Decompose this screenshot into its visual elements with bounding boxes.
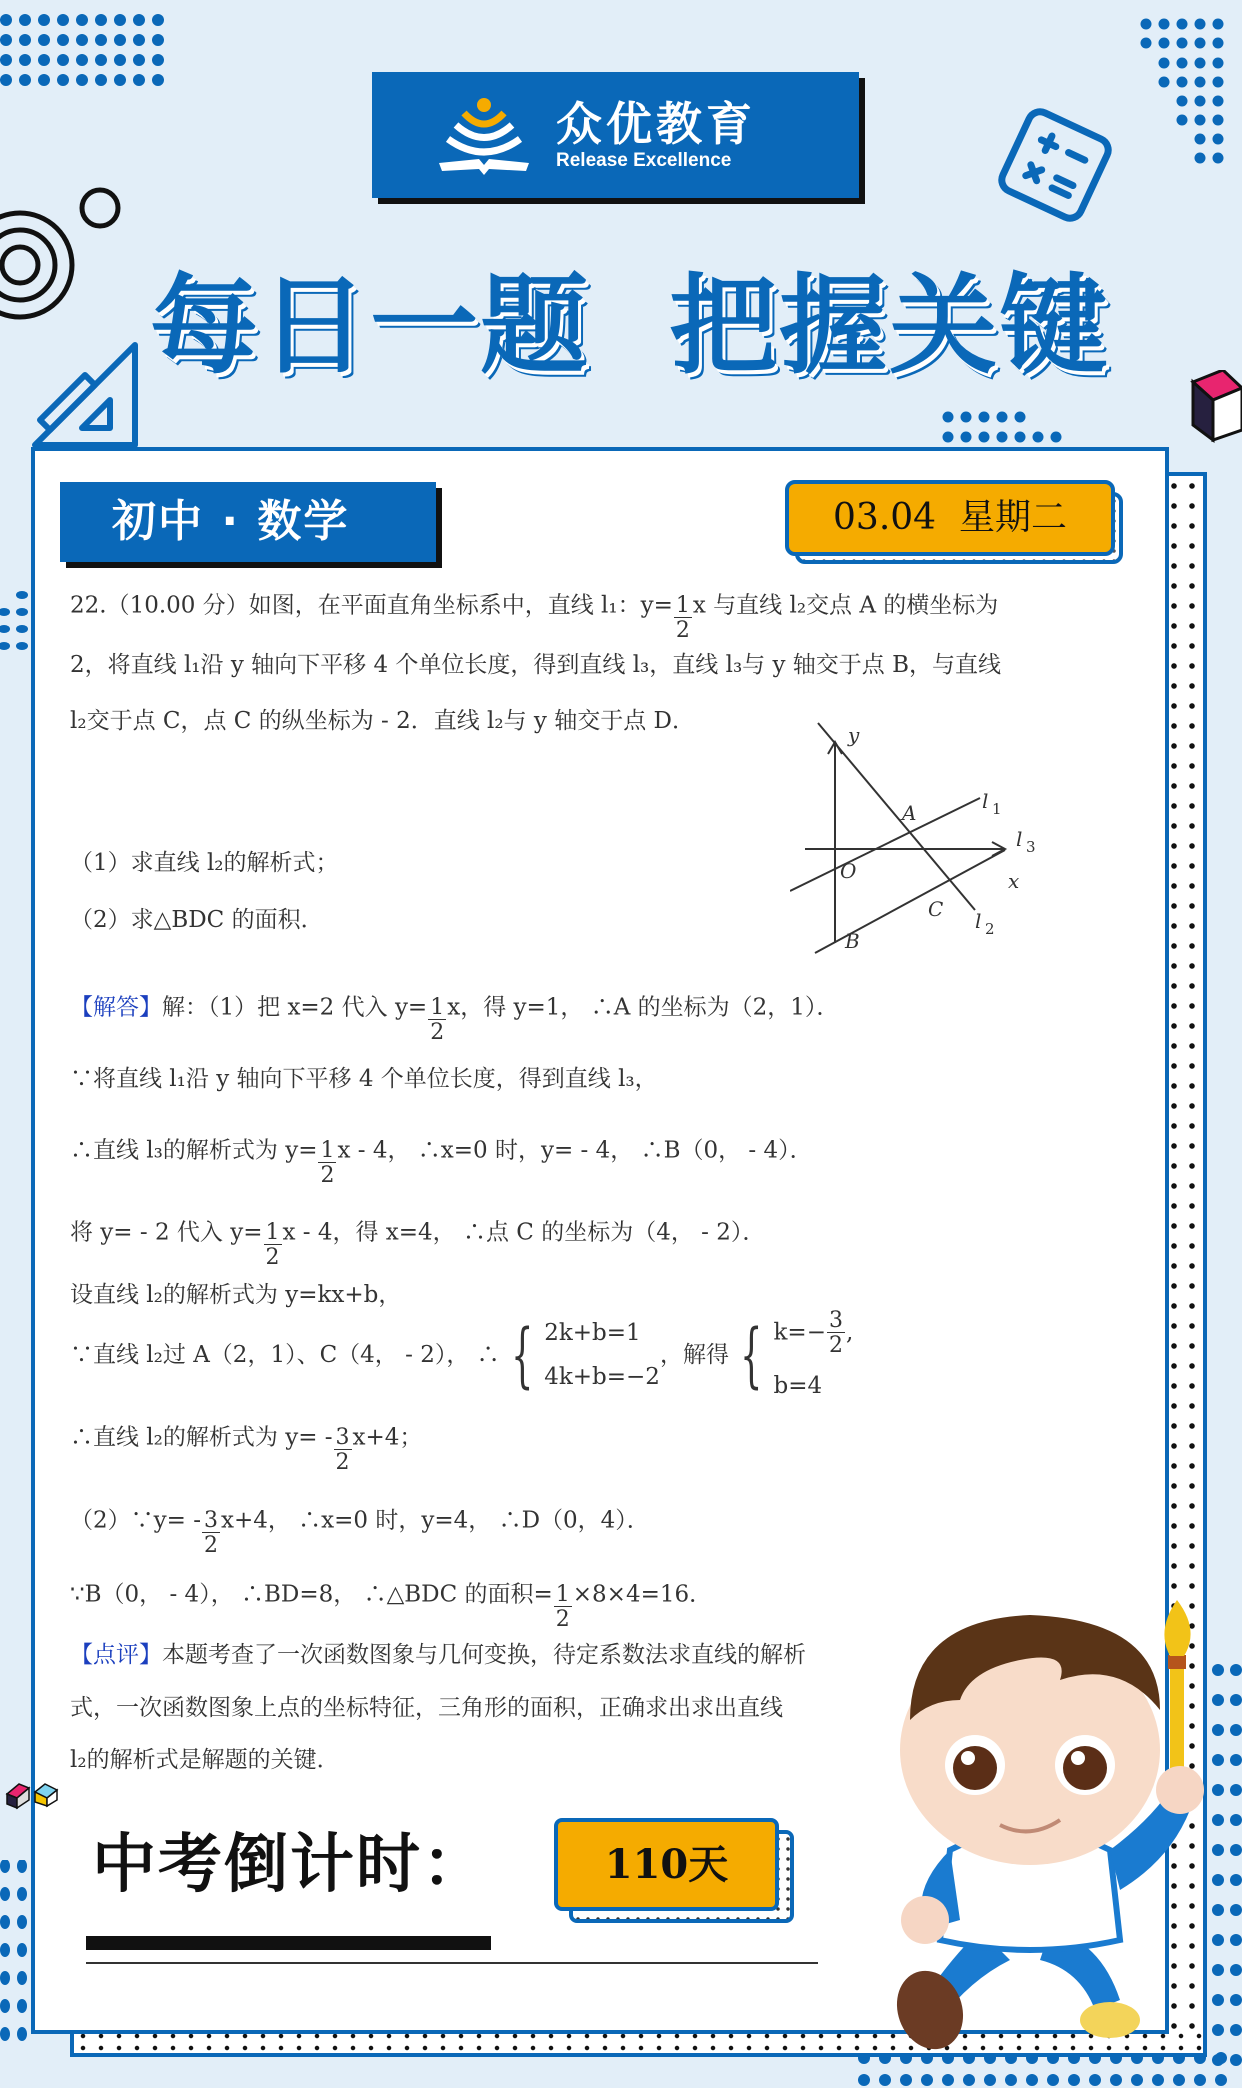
question-number: 22. [70, 592, 107, 619]
brand-name-cn: 众优教育 [556, 97, 756, 151]
svg-text:x: x [1008, 869, 1020, 893]
question-line-1 [70, 583, 999, 643]
solution-system: { k=− $\frac{3}{2}$ , b=4 [740, 1307, 854, 1399]
brand-logo-icon [434, 95, 534, 175]
solution-line-6: ∵直线 l₂过 A（2，1）、C（4， - 2）， ∴ { 2k+b=1 4k+b=−2 ，解得 { k=− $\frac{3}{2}$ , b=4 [70, 1307, 854, 1399]
fraction: $\frac{1}{2}$ [675, 593, 690, 643]
solution-line-7: ∴直线 l₂的解析式为 y= - $\frac{3}{2}$ x+4； [70, 1424, 423, 1475]
solution-line-4: 将 y= - 2 代入 y= $\frac{1}{2}$ x - 4，得 x=4， ∴点 C 的坐标为（4， - 2）． [70, 1219, 766, 1270]
decor-dots-right-bottom [1210, 1660, 1242, 2080]
decor-dots-top-right [1140, 18, 1242, 178]
solution-line-2: ∵将直线 l₁沿 y 轴向下平移 4 个单位长度，得到直线 l₃， [70, 1066, 658, 1092]
question-part-2: （2）求△BDC 的面积． [70, 907, 324, 933]
svg-text:2: 2 [985, 920, 995, 938]
question-score: （10.00 分） [106, 592, 249, 619]
mascot-illustration [870, 1600, 1210, 2060]
question-text: 如图，在平面直角坐标系中，直线 l₁：y= [248, 592, 673, 619]
set-square-ruler-icon [30, 340, 140, 450]
date-badge: 03.04 星期二 [785, 480, 1115, 556]
divider-thin [86, 1962, 818, 1964]
question-line-2: 2，将直线 l₁沿 y 轴向下平移 4 个单位长度，得到直线 l₃，直线 l₃与 y 轴交于点 B，与直线 [70, 652, 1001, 678]
svg-text:B: B [845, 929, 860, 953]
question-line-3: l₂交于点 C，点 C 的纵坐标为 - 2．直线 l₂与 y 轴交于点 D． [70, 708, 695, 734]
solution-line-3: ∴直线 l₃的解析式为 y= $\frac{1}{2}$ x - 4， ∴x=0 时，y= - 4， ∴B（0， - 4）． [70, 1137, 813, 1188]
brand-logo [372, 72, 859, 198]
svg-text:y: y [848, 723, 860, 747]
svg-text:l: l [982, 789, 989, 813]
countdown-label: 中考倒计时： [92, 1828, 488, 1902]
decor-dots-left-bottom [0, 1860, 30, 2060]
comment-line-2: 式，一次函数图象上点的坐标特征，三角形的面积，正确求出求出直线 [70, 1695, 783, 1721]
solution-line-1: 【解答】解：（1）把 x=2 代入 y= $\frac{1}{2}$ x，得 y=1， ∴A 的坐标为（2，1）． [70, 994, 840, 1045]
solution-tag: 【解答】 [70, 994, 162, 1021]
svg-text:3: 3 [1026, 838, 1036, 856]
solution-line-9: ∵B（0， - 4）， ∴BD=8， ∴△BDC 的面积= $\frac{1}{2}$ ×8×4=16． [70, 1581, 713, 1632]
question-part-1: （1）求直线 l₂的解析式； [70, 850, 339, 876]
svg-text:A: A [902, 801, 917, 825]
equation-system: { 2k+b=1 4k+b=−2 [510, 1314, 660, 1396]
calculator-icon [990, 100, 1120, 230]
comment-tag: 【点评】 [70, 1642, 162, 1668]
concentric-circles-icon [0, 180, 130, 320]
comment-line-3: l₂的解析式是解题的关键． [70, 1747, 340, 1773]
decor-dots-top-left [0, 14, 164, 86]
brand-name-en: Release Excellence [556, 150, 732, 171]
solution-line-5: 设直线 l₂的解析式为 y=kx+b， [70, 1282, 402, 1308]
decor-dots-mid-right [940, 410, 1080, 450]
svg-text:C: C [928, 897, 944, 921]
svg-text:1: 1 [992, 800, 1002, 818]
coordinate-diagram [790, 718, 1050, 958]
countdown-value: 110天 [554, 1818, 779, 1911]
solution-line-8: （2）∵y= - $\frac{3}{2}$ x+4， ∴x=0 时，y=4， ∴D（0，4）． [70, 1507, 650, 1558]
comment-line-1: 【点评】本题考查了一次函数图象与几何变换，待定系数法求直线的解析 [70, 1642, 806, 1668]
subject-label: 初中 · 数学 [60, 482, 436, 562]
small-cubes-icon [5, 1780, 60, 1810]
cube-icon [1185, 370, 1242, 445]
page-headline: 每日一题 把握关键 [150, 264, 1110, 389]
svg-text:O: O [840, 859, 857, 883]
divider-thick [86, 1936, 491, 1950]
svg-text:l: l [1016, 827, 1023, 851]
question-text: x 与直线 l₂交点 A 的横坐标为 [692, 592, 999, 619]
svg-text:l: l [975, 909, 982, 933]
decor-dots-left-mid [0, 590, 30, 650]
